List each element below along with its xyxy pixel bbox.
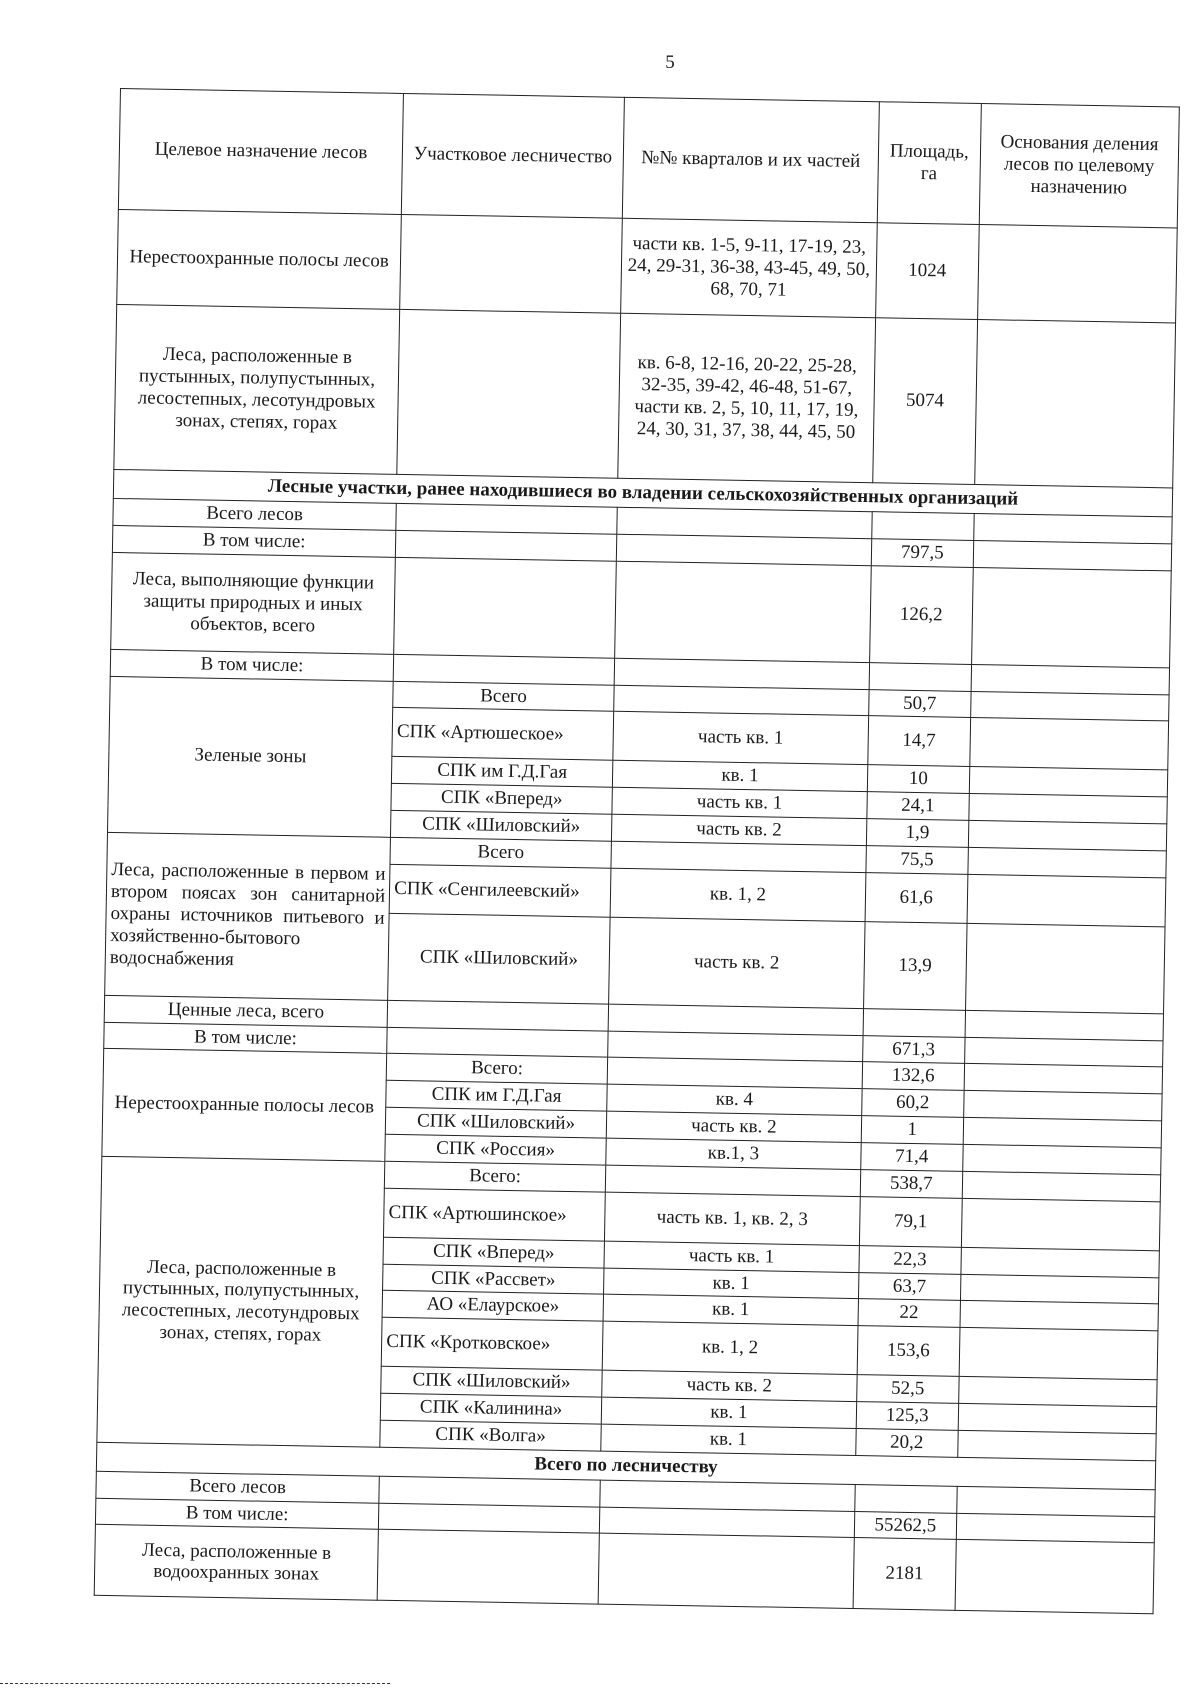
header-purpose: Целевое назначение лесов	[118, 89, 403, 215]
district-cell: АО «Елаурское»	[382, 1291, 603, 1322]
quarters-cell: части кв. 1-5, 9-11, 17-19, 23, 24, 29-31, 36-38, 43-45, 49, 50, 68, 70, 71	[621, 218, 877, 317]
district-cell	[400, 214, 622, 313]
basis-cell	[957, 1486, 1156, 1516]
quarters-cell: кв. 1	[604, 1268, 859, 1299]
section-heading: Всего по лесничеству	[96, 1442, 1155, 1489]
area-cell: 1,9	[866, 819, 968, 848]
area-cell: 20,2	[856, 1428, 958, 1457]
basis-cell	[973, 513, 1172, 543]
district-cell: СПК «Шиловский»	[381, 1366, 602, 1397]
quarters-cell	[598, 1533, 854, 1608]
purpose-cell: В том числе:	[110, 649, 394, 681]
district-cell: Всего:	[386, 1054, 607, 1085]
purpose-cell: Леса, расположенные в пустынных, полупустынных, лесостепных, лесотундровых зонах, степях, горах	[114, 304, 400, 474]
district-cell	[379, 1476, 600, 1507]
basis-cell	[968, 847, 1167, 877]
section-heading: Лесные участки, ранее находившиеся во владении сельскохозяйственных организаций	[113, 469, 1172, 516]
header-basis: Основания деления лесов по целевому назначению	[979, 104, 1179, 228]
district-cell: Всего	[393, 681, 614, 712]
purpose-cell: В том числе:	[112, 525, 396, 557]
district-cell: СПК «Волга»	[380, 1420, 601, 1451]
district-cell: СПК «Рассвет»	[383, 1264, 604, 1295]
area-cell: 1024	[875, 223, 979, 320]
basis-cell	[973, 540, 1172, 570]
district-cell	[393, 654, 614, 685]
basis-cell	[974, 319, 1175, 487]
district-cell: СПК «Вперед»	[383, 1237, 604, 1268]
area-cell: 10	[867, 765, 969, 794]
quarters-cell: кв. 1	[601, 1424, 856, 1455]
district-cell	[395, 530, 616, 561]
table-header-row	[118, 89, 1179, 228]
area-cell: 153,6	[857, 1326, 960, 1377]
area-cell: 14,7	[868, 716, 971, 767]
area-cell: 75,5	[866, 846, 968, 875]
basis-cell	[962, 1144, 1161, 1174]
quarters-cell: часть кв. 1	[604, 1241, 859, 1272]
basis-cell	[958, 1377, 1157, 1407]
quarters-cell: кв. 1, 2	[610, 868, 866, 921]
district-cell: СПК им Г.Д.Гая	[386, 1081, 607, 1112]
header-district: Участковое лесничество	[401, 93, 624, 218]
area-cell: 60,2	[862, 1089, 964, 1118]
purpose-cell: Леса, расположенные в первом и втором поясах зон санитарной охраны источников питьевого и хозяйственно-бытового водоснабжения	[105, 832, 391, 1000]
district-cell	[377, 1530, 599, 1605]
footer-divider	[0, 1683, 390, 1684]
basis-cell	[969, 767, 1168, 797]
area-cell: 2181	[853, 1538, 956, 1611]
purpose-cell: В том числе:	[95, 1498, 379, 1530]
purpose-cell: Ценные леса, всего	[104, 995, 388, 1027]
purpose-cell: Зеленые зоны	[108, 676, 394, 837]
purpose-cell: Леса, расположенные в водоохранных зонах	[94, 1525, 378, 1601]
quarters-cell: кв. 1, 2	[602, 1321, 858, 1374]
area-cell	[855, 1484, 957, 1513]
area-cell: 22	[858, 1299, 960, 1328]
quarters-cell: часть кв. 2	[611, 814, 866, 845]
area-cell: 63,7	[858, 1272, 960, 1301]
quarters-cell: кв.1, 3	[606, 1138, 861, 1169]
district-cell	[396, 503, 617, 534]
purpose-cell: Всего лесов	[96, 1471, 380, 1503]
district-cell: СПК им Г.Д.Гая	[392, 757, 613, 788]
purpose-cell: Всего лесов	[113, 498, 397, 530]
area-cell: 671,3	[862, 1035, 964, 1064]
area-cell	[863, 1008, 965, 1037]
district-cell: СПК «Артюшинское»	[384, 1188, 606, 1241]
basis-cell	[961, 1247, 1160, 1277]
district-cell	[397, 309, 621, 478]
basis-cell	[970, 691, 1169, 721]
district-cell: СПК «Россия»	[385, 1134, 606, 1165]
basis-cell	[969, 794, 1168, 824]
district-cell: СПК «Артюшеское»	[392, 708, 614, 761]
district-cell	[387, 1000, 608, 1031]
district-cell: СПК «Кротковское»	[381, 1317, 603, 1370]
area-cell: 79,1	[859, 1196, 962, 1247]
district-cell: СПК «Шиловский»	[391, 810, 612, 841]
basis-cell	[959, 1328, 1158, 1380]
header-area: Площадь, га	[877, 102, 981, 225]
basis-cell	[965, 923, 1165, 1013]
basis-cell	[971, 567, 1171, 667]
purpose-cell: Нерестоохранные полосы лесов	[102, 1049, 387, 1161]
area-cell: 71,4	[861, 1143, 963, 1172]
area-cell: 52,5	[857, 1375, 959, 1404]
basis-cell	[964, 1037, 1163, 1067]
area-cell	[872, 512, 974, 541]
header-quarters: №№ кварталов и их частей	[622, 97, 879, 222]
district-cell: СПК «Шиловский»	[388, 913, 610, 1004]
quarters-cell: часть кв. 1	[612, 787, 867, 818]
basis-cell	[968, 820, 1167, 850]
quarters-cell: кв. 1	[603, 1294, 858, 1325]
area-cell: 538,7	[860, 1169, 962, 1198]
area-cell: 125,3	[856, 1402, 958, 1431]
basis-cell	[963, 1118, 1162, 1148]
quarters-cell: кв. 1	[612, 761, 867, 792]
area-cell: 24,1	[867, 792, 969, 821]
basis-cell	[960, 1274, 1159, 1304]
quarters-cell: кв. 4	[607, 1084, 862, 1115]
basis-cell	[962, 1171, 1161, 1201]
purpose-cell: Леса, расположенные в пустынных, полупустынных, лесостепных, лесотундровых зонах, степях, горах	[97, 1156, 385, 1447]
area-cell: 22,3	[859, 1245, 961, 1274]
district-cell: СПК «Калинина»	[380, 1393, 601, 1424]
purpose-cell: Леса, выполняющие функции защиты природных и иных объектов, всего	[111, 552, 396, 654]
area-cell: 13,9	[863, 921, 966, 1010]
quarters-cell: часть кв. 1	[613, 712, 869, 765]
table-row	[117, 209, 1177, 322]
forest-purpose-table	[94, 88, 1180, 1615]
table-row	[111, 552, 1172, 667]
purpose-cell: В том числе:	[104, 1022, 388, 1054]
forest-table-container	[94, 88, 1180, 1615]
district-cell: СПК «Сенгилеевский»	[389, 864, 611, 917]
area-cell: 132,6	[862, 1062, 964, 1091]
quarters-cell: кв. 6-8, 12-16, 20-22, 25-28, 32-35, 39-42, 46-48, 51-67, части кв. 2, 5, 10, 11, 17, 19, 24, 30, 31, 37, 38, 44, 45, 50	[618, 313, 876, 482]
basis-cell	[960, 1301, 1159, 1331]
basis-cell	[963, 1091, 1162, 1121]
basis-cell	[967, 874, 1166, 926]
area-cell: 55262,5	[854, 1511, 956, 1540]
basis-cell	[970, 718, 1169, 770]
quarters-cell: часть кв. 2	[602, 1370, 857, 1401]
area-cell: 797,5	[871, 539, 973, 568]
district-cell: СПК «Вперед»	[391, 784, 612, 815]
page-number: 5	[665, 52, 675, 73]
quarters-cell: кв. 1	[601, 1397, 856, 1428]
table-row	[114, 304, 1176, 487]
district-cell: СПК «Шиловский»	[385, 1107, 606, 1138]
area-cell: 5074	[873, 318, 978, 485]
quarters-cell	[615, 561, 871, 662]
quarters-cell: часть кв. 1, кв. 2, 3	[604, 1192, 860, 1245]
quarters-cell: часть кв. 2	[606, 1111, 861, 1142]
area-cell: 50,7	[868, 689, 970, 718]
area-cell: 61,6	[865, 872, 968, 923]
basis-cell	[961, 1198, 1160, 1250]
basis-cell	[964, 1064, 1163, 1094]
basis-cell	[956, 1513, 1155, 1543]
area-cell	[869, 662, 971, 691]
basis-cell	[965, 1010, 1164, 1040]
purpose-cell: Нерестоохранные полосы лесов	[117, 209, 402, 309]
basis-cell	[957, 1430, 1156, 1460]
basis-cell	[958, 1403, 1157, 1433]
area-cell: 126,2	[869, 565, 973, 664]
district-cell	[387, 1027, 608, 1058]
area-cell: 1	[861, 1116, 963, 1145]
district-cell: Всего:	[384, 1161, 605, 1192]
district-cell	[394, 557, 617, 658]
quarters-cell: часть кв. 2	[609, 917, 865, 1008]
basis-cell	[971, 664, 1170, 694]
district-cell: Всего	[390, 837, 611, 868]
basis-cell	[955, 1540, 1154, 1614]
basis-cell	[977, 225, 1177, 323]
district-cell	[379, 1503, 600, 1534]
